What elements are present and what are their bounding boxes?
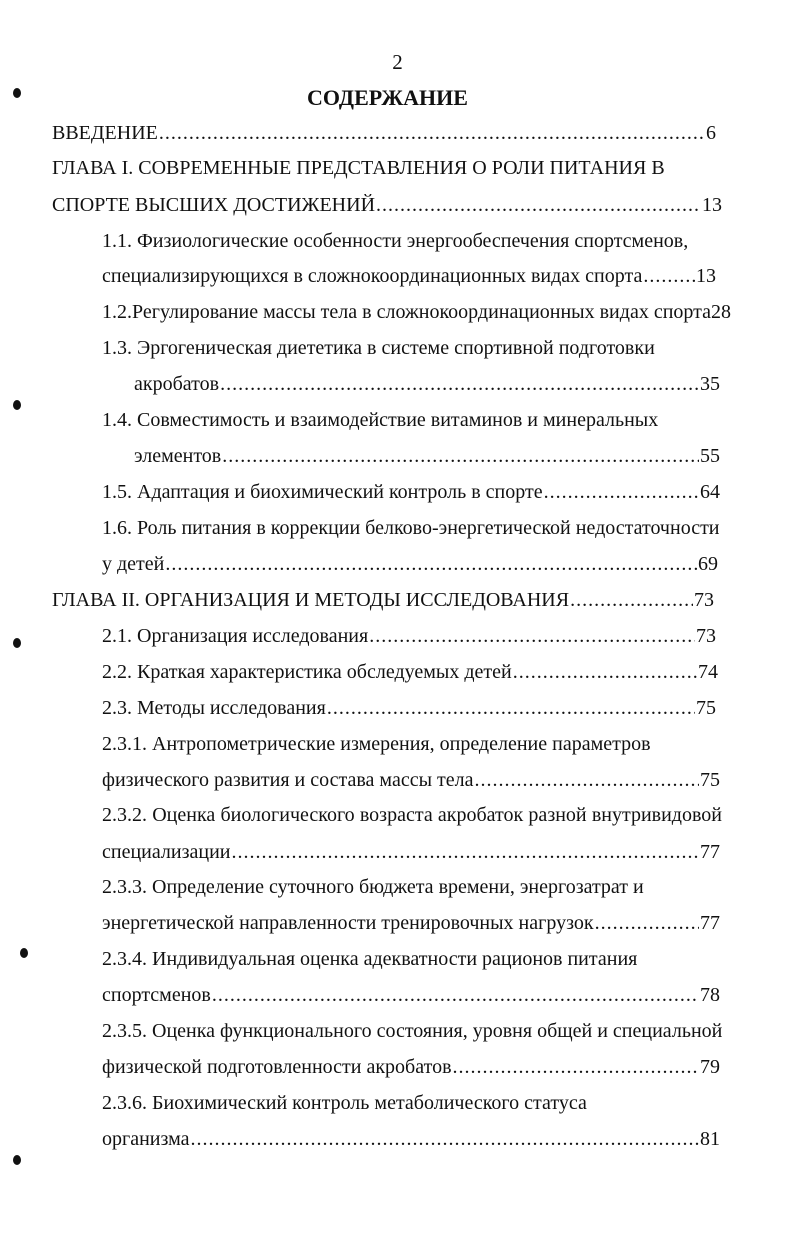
toc-leader-dots: [327, 695, 695, 721]
toc-section-2-3-6-line1: 2.3.6. Биохимический контроль метаболического статуса: [102, 1092, 587, 1114]
toc-entry-text: акробатов: [134, 373, 220, 395]
toc-entry-text: 2.1. Организация исследования: [102, 625, 369, 647]
toc-leader-dots: [474, 767, 699, 793]
toc-page-number: 77: [700, 841, 720, 863]
toc-entry-text: ВВЕДЕНИЕ: [52, 122, 158, 144]
toc-section-1-6-line1: 1.6. Роль питания в коррекции белково-энергетической недостаточности: [102, 517, 720, 539]
toc-leader-dots: [165, 551, 697, 577]
toc-leader-dots: [513, 659, 697, 685]
toc-entry-chapter-1[interactable]: [52, 192, 722, 218]
toc-entry-text: специализации: [102, 841, 231, 863]
toc-entry-text: ГЛАВА II. ОРГАНИЗАЦИЯ И МЕТОДЫ ИССЛЕДОВАНИЯ: [52, 589, 570, 611]
toc-entry-text: энергетической направленности тренировочных нагрузок: [102, 912, 594, 934]
toc-entry-text: 1.5. Адаптация и биохимический контроль в спорте: [102, 481, 543, 503]
toc-entry-section-2-3-5[interactable]: [102, 1054, 720, 1080]
toc-section-2-3-5-line1: 2.3.5. Оценка функционального состояния, уровня общей и специальной: [102, 1020, 723, 1042]
toc-entry-section-1-4[interactable]: [134, 443, 720, 469]
toc-leader-dots: [220, 371, 699, 397]
toc-entry-section-2-3-2[interactable]: [102, 839, 720, 865]
toc-page-number: 55: [700, 445, 720, 467]
toc-entry-text: СПОРТЕ ВЫСШИХ ДОСТИЖЕНИЙ: [52, 194, 376, 216]
toc-leader-dots: [453, 1054, 699, 1080]
toc-entry-text: физической подготовленности акробатов: [102, 1056, 452, 1078]
binder-hole-mark: [13, 638, 21, 648]
toc-entry-section-2-3-1[interactable]: [102, 767, 720, 793]
toc-entry-section-2-1[interactable]: [102, 623, 716, 649]
toc-page-number: 77: [700, 912, 720, 934]
toc-chapter-1-line1: ГЛАВА I. СОВРЕМЕННЫЕ ПРЕДСТАВЛЕНИЯ О РОЛИ ПИТАНИЯ В: [52, 157, 665, 179]
toc-entry-chapter-2[interactable]: [52, 587, 714, 613]
toc-leader-dots: [159, 120, 705, 146]
toc-page-number: 81: [700, 1128, 720, 1150]
toc-page-number: 75: [700, 769, 720, 791]
toc-leader-dots: [369, 623, 695, 649]
toc-section-1-1-line1: 1.1. Физиологические особенности энергообеспечения спортсменов,: [102, 230, 689, 252]
toc-entry-text: 1.2.Регулирование массы тела в сложнокоординационных видах спорта: [102, 301, 711, 323]
toc-page-number: 75: [696, 697, 716, 719]
toc-section-2-3-3-line1: 2.3.3. Определение суточного бюджета времени, энергозатрат и: [102, 876, 644, 898]
binder-hole-mark: [13, 400, 21, 410]
toc-leader-dots: [232, 839, 700, 865]
binder-hole-mark: [20, 948, 28, 958]
toc-entry-text: физического развития и состава массы тела: [102, 769, 474, 791]
toc-page-number: 13: [702, 194, 722, 216]
toc-entry-section-2-3[interactable]: [102, 695, 716, 721]
binder-hole-mark: [13, 1155, 21, 1165]
toc-page-number: 6: [706, 122, 716, 144]
toc-page-number: 69: [698, 553, 718, 575]
toc-entry-text: элементов: [134, 445, 222, 467]
toc-entry-text: специализирующихся в сложнокоординационных видах спорта: [102, 265, 643, 287]
toc-page-number: 79: [700, 1056, 720, 1078]
toc-leader-dots: [212, 982, 699, 1008]
toc-page-number: 35: [700, 373, 720, 395]
toc-entry-intro[interactable]: [52, 120, 716, 146]
toc-entry-section-2-3-6[interactable]: [102, 1126, 720, 1152]
toc-page-number: 73: [696, 625, 716, 647]
toc-page-number: 73: [694, 589, 714, 611]
toc-page-number: 13: [696, 265, 716, 287]
toc-entry-text: 2.3. Методы исследования: [102, 697, 326, 719]
page-number: 2: [392, 50, 403, 74]
toc-section-2-3-4-line1: 2.3.4. Индивидуальная оценка адекватности рационов питания: [102, 948, 638, 970]
toc-entry-text: у детей: [102, 553, 165, 575]
toc-leader-dots: [595, 910, 699, 936]
toc-entry-section-1-5[interactable]: [102, 479, 720, 505]
toc-page-number: 78: [700, 984, 720, 1006]
toc-leader-dots: [191, 1126, 700, 1152]
toc-entry-section-2-3-3[interactable]: [102, 910, 720, 936]
toc-entry-text: организма: [102, 1128, 190, 1150]
toc-leader-dots: [570, 587, 693, 613]
toc-entry-section-1-1[interactable]: [102, 263, 716, 289]
toc-leader-dots: [643, 263, 695, 289]
toc-entry-section-2-2[interactable]: [102, 659, 718, 685]
toc-entry-section-2-3-4[interactable]: [102, 982, 720, 1008]
toc-section-1-4-line1: 1.4. Совместимость и взаимодействие витаминов и минеральных: [102, 409, 659, 431]
toc-page-number: 64: [700, 481, 720, 503]
toc-entry-section-1-3[interactable]: [134, 371, 720, 397]
toc-section-2-3-1-line1: 2.3.1. Антропометрические измерения, определение параметров: [102, 733, 651, 755]
toc-entry-section-1-2[interactable]: [102, 299, 731, 325]
toc-leader-dots: [376, 192, 701, 218]
toc-leader-dots: [222, 443, 699, 469]
toc-section-2-3-2-line1: 2.3.2. Оценка биологического возраста акробаток разной внутривидовой: [102, 804, 722, 826]
binder-hole-mark: [13, 88, 21, 98]
toc-entry-section-1-6[interactable]: [102, 551, 718, 577]
toc-section-1-3-line1: 1.3. Эргогеническая диететика в системе спортивной подготовки: [102, 337, 655, 359]
toc-page-number: 28: [711, 301, 731, 323]
page-title: СОДЕРЖАНИЕ: [307, 85, 468, 110]
toc-leader-dots: [544, 479, 699, 505]
toc-entry-text: 2.2. Краткая характеристика обследуемых детей: [102, 661, 512, 683]
toc-page-number: 74: [698, 661, 718, 683]
toc-entry-text: спортсменов: [102, 984, 211, 1006]
